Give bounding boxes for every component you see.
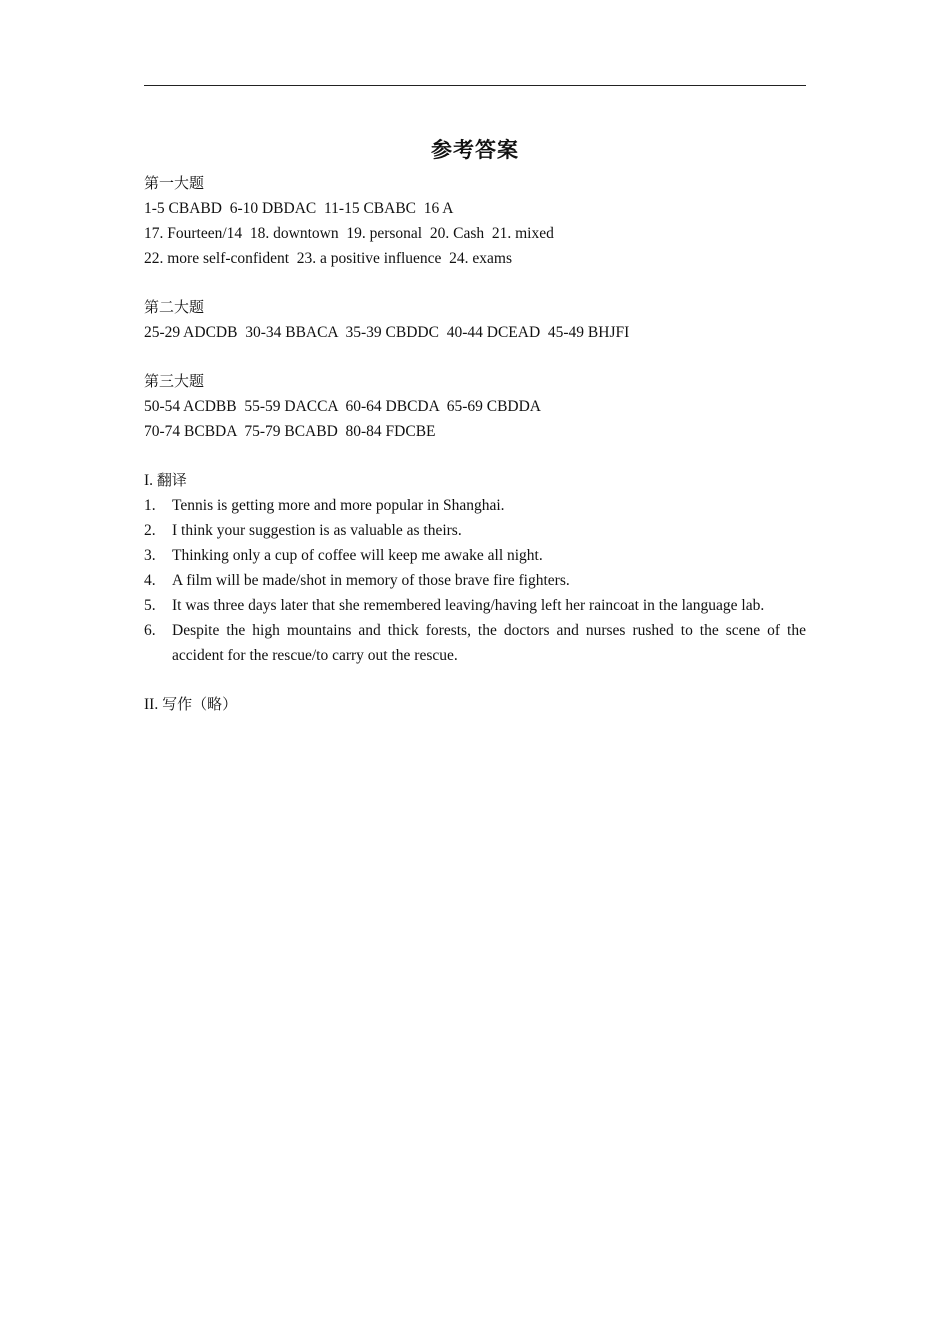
translation-item [144, 543, 806, 568]
item-number: 3. [144, 547, 156, 564]
translation-section [144, 468, 806, 668]
part2-heading: 第二大题 [144, 298, 205, 316]
answer-key-document [144, 135, 806, 741]
part1-heading: 第一大题 [144, 174, 205, 192]
writing-heading [144, 692, 806, 717]
item-number: 4. [144, 572, 156, 589]
item-text: Thinking only a cup of coffee will keep me awake all night. [172, 547, 543, 564]
item-text: It was three days later that she remembered leaving/having left her raincoat in the language lab. [172, 597, 765, 614]
translation-item [144, 518, 806, 543]
translation-heading [144, 468, 806, 493]
answer-line: 1-5 CBABD 6-10 DBDAC 11-15 CBABC 16 A [144, 200, 454, 217]
item-number: 5. [144, 597, 156, 614]
item-text: Despite the high mountains and thick forests, the doctors and nurses rushed to the scene of the accident for the rescue/to carry out the rescue. [172, 622, 806, 664]
part2-section [144, 295, 806, 345]
part3-section [144, 369, 806, 444]
translation-item [144, 568, 806, 593]
answer-line: 22. more self-confident 23. a positive influence 24. exams [144, 250, 513, 267]
item-number: 2. [144, 522, 156, 539]
writing-section [144, 692, 806, 717]
item-number: 1. [144, 497, 156, 514]
part3-heading: 第三大题 [144, 372, 205, 390]
translation-heading-text: 翻译 [156, 471, 187, 489]
part1-section [144, 171, 806, 271]
writing-roman: II. [144, 696, 163, 713]
translation-item [144, 493, 806, 518]
answer-line: 50-54 ACDBB 55-59 DACCA 60-64 DBCDA 65-69 CBDDA [144, 398, 542, 415]
translation-roman: I. [144, 472, 157, 489]
header-rule [144, 85, 806, 86]
item-text: A film will be made/shot in memory of those brave fire fighters. [172, 572, 570, 589]
translation-item [144, 593, 806, 618]
item-number: 6. [144, 622, 156, 639]
item-text: I think your suggestion is as valuable as theirs. [172, 522, 462, 539]
answer-line: 25-29 ADCDB 30-34 BBACA 35-39 CBDDC 40-44 DCEAD 45-49 BHJFI [144, 324, 630, 341]
translation-item [144, 618, 806, 668]
item-text: Tennis is getting more and more popular in Shanghai. [172, 497, 505, 514]
answer-line: 70-74 BCBDA 75-79 BCABD 80-84 FDCBE [144, 423, 436, 440]
answer-line: 17. Fourteen/14 18. downtown 19. personal 20. Cash 21. mixed [144, 225, 554, 242]
document-title: 参考答案 [431, 138, 519, 162]
writing-heading-text: 写作（略） [162, 695, 238, 713]
